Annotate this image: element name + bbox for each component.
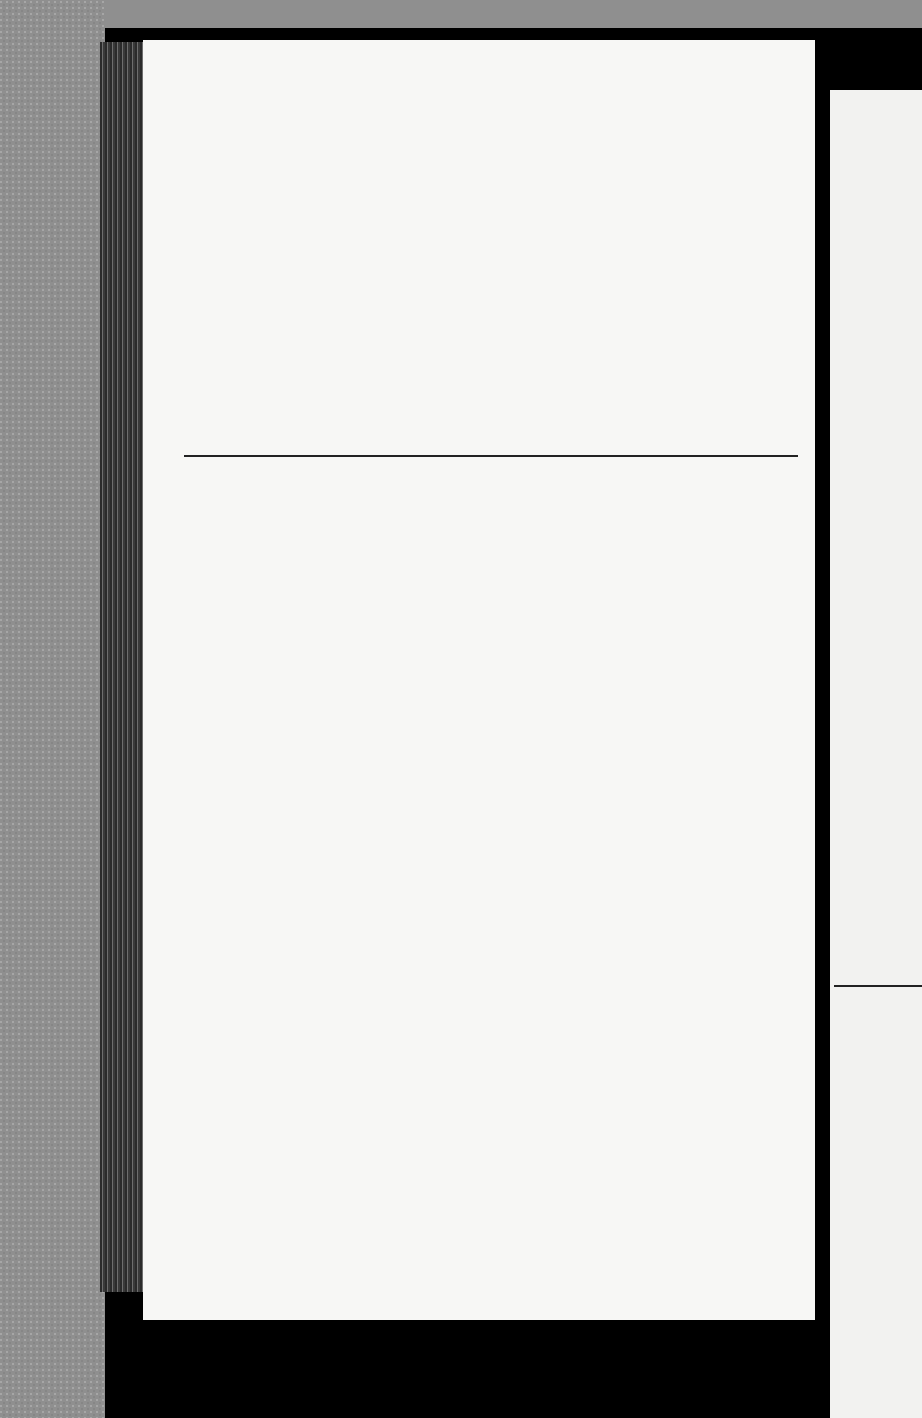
facing-page <box>830 90 922 1418</box>
book-page <box>143 40 815 1320</box>
case-divider <box>184 455 798 457</box>
page-header <box>213 113 773 139</box>
page-edge <box>100 42 145 1292</box>
top-margin-texture <box>105 0 922 28</box>
page-body <box>187 154 791 168</box>
facing-page-divider <box>834 985 922 987</box>
